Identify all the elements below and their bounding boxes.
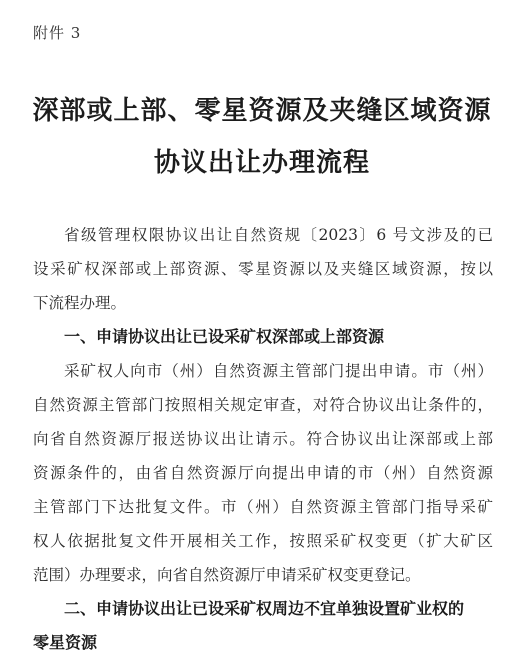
document-title-line-1: 深部或上部、零星资源及夹缝区域资源 [32,96,492,126]
section-1-line: 主管部门下达批复文件。市（州）自然资源主管部门指导采矿 [33,498,493,516]
section-1 [33,320,493,592]
attachment-label: 附件 3 [33,24,82,42]
section-1-line: 范围）办理要求，向省自然资源厅申请采矿权变更登记。 [33,566,421,584]
section-1-line: 权人依据批复文件开展相关工作，按照采矿权变更（扩大矿区 [33,532,493,550]
section-1-line: 自然资源主管部门按照相关规定审查，对符合协议出让条件的， [33,396,493,414]
section-1-line: 采矿权人向市（州）自然资源主管部门提出申请。市（州） [64,362,493,380]
section-2-heading: 二、申请协议出让已设采矿权周边不宜单独设置矿业权的 [64,599,465,618]
document-title-line-2: 协议出让办理流程 [153,148,370,178]
section-2 [33,592,493,660]
intro-line: 下流程办理。 [33,294,127,312]
intro-line: 设采矿权深部或上部资源、零星资源以及夹缝区域资源，按以 [33,260,493,278]
intro-paragraph [33,218,493,320]
section-1-heading: 一、申请协议出让已设采矿权深部或上部资源 [64,327,385,346]
section-1-line: 资源条件的，由省自然资源厅向提出申请的市（州）自然资源 [33,464,493,482]
section-1-line: 向省自然资源厅报送协议出让请示。符合协议出让深部或上部 [33,430,493,448]
section-2-heading-continued: 零星资源 [33,633,98,652]
intro-line: 省级管理权限协议出让自然资规〔2023〕6 号文涉及的已 [64,226,493,244]
